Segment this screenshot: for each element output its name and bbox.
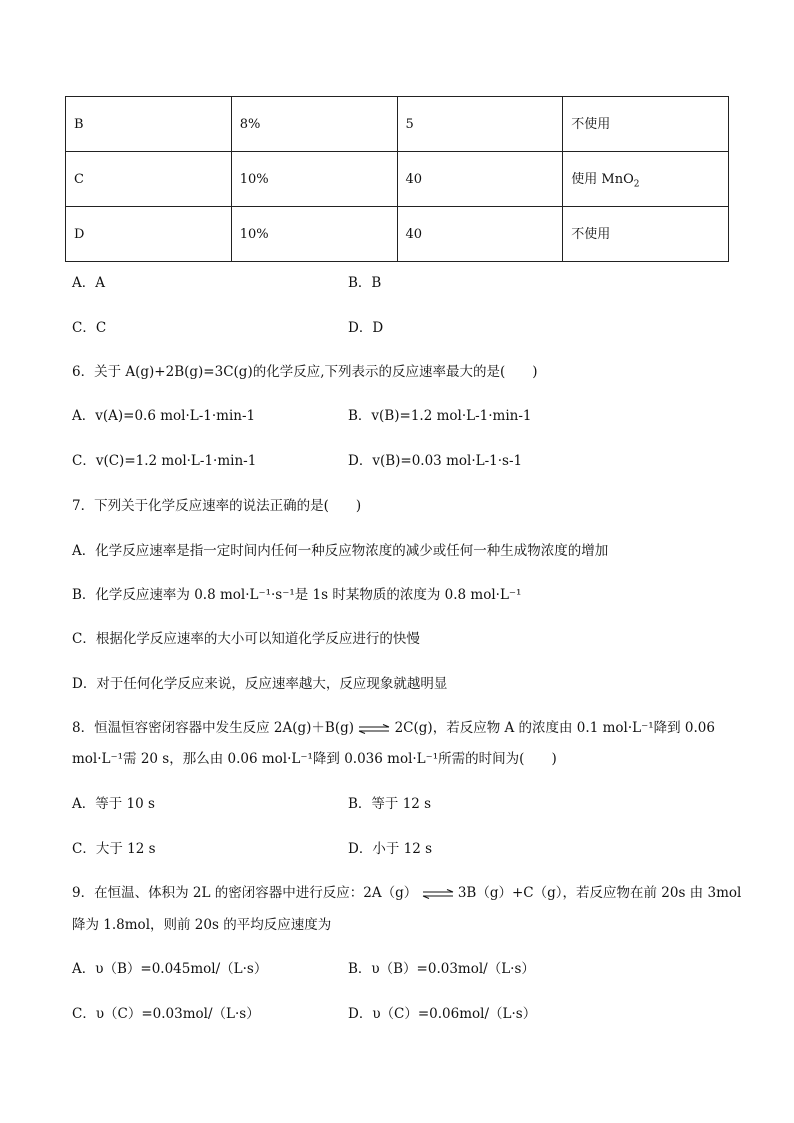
q8-stem-line1: 8．恒温恒容密闭容器中发生反应 2A(g)＋B(g) 2C(g)，若反应物 A 的浓度由 0.1 mol·L⁻¹降到 0.06 xyxy=(72,720,715,736)
q8-option-b: B．等于 12 s xyxy=(348,796,432,812)
equilibrium-arrow-icon xyxy=(358,724,390,734)
catalyst-cell: 不使用 xyxy=(563,97,729,152)
concentration-cell: 10% xyxy=(231,207,397,262)
table-row xyxy=(66,97,729,152)
q5-option-b: B．B xyxy=(348,275,382,291)
q7-option-b: B．化学反应速率为 0.8 mol·L⁻¹·s⁻¹是 1s 时某物质的浓度为 0.8 mol·L⁻¹ xyxy=(72,587,522,603)
catalyst-cell: 不使用 xyxy=(563,207,729,262)
q9-option-a: A．υ（B）=0.045mol/（L·s） xyxy=(72,961,268,977)
q7-option-a: A．化学反应速率是指一定时间内任何一种反应物浓度的减少或任何一种生成物浓度的增加 xyxy=(72,543,609,559)
table-row xyxy=(66,207,729,262)
equilibrium-arrow-icon xyxy=(422,889,454,899)
q8-option-c: C．大于 12 s xyxy=(72,841,156,857)
q9-option-c: C．υ（C）=0.03mol/（L·s） xyxy=(72,1006,260,1022)
q9-stem-line1: 9．在恒温、体积为 2L 的密闭容器中进行反应：2A（g） 3B（g）+C（g），若反应物在前 20s 由 3mol xyxy=(72,885,742,901)
concentration-cell: 10% xyxy=(231,152,397,207)
experiment-conditions-table xyxy=(65,96,729,262)
q6-option-c: C．v(C)=1.2 mol·L-1·min-1 xyxy=(72,453,257,469)
q6-option-a: A．v(A)=0.6 mol·L-1·min-1 xyxy=(72,408,256,424)
row-label: C xyxy=(66,152,232,207)
row-label: D xyxy=(66,207,232,262)
row-label: B xyxy=(66,97,232,152)
q9-stem-line2: 降为 1.8mol，则前 20s 的平均反应速度为 xyxy=(72,917,332,933)
q5-option-c: C．C xyxy=(72,320,107,336)
q9-option-b: B．υ（B）=0.03mol/（L·s） xyxy=(348,961,535,977)
q5-option-a: A．A xyxy=(72,275,105,291)
temperature-cell: 40 xyxy=(397,207,563,262)
q8-stem-line2: mol·L⁻¹需 20 s，那么由 0.06 mol·L⁻¹降到 0.036 mol·L⁻¹所需的时间为( ) xyxy=(72,751,557,767)
q6-stem: 6．关于 A(g)+2B(g)=3C(g)的化学反应,下列表示的反应速率最大的是( ) xyxy=(72,364,538,380)
temperature-cell: 5 xyxy=(397,97,563,152)
q7-option-c: C．根据化学反应速率的大小可以知道化学反应进行的快慢 xyxy=(72,631,420,647)
q7-option-d: D．对于任何化学反应来说，反应速率越大，反应现象就越明显 xyxy=(72,676,448,692)
catalyst-cell: 使用 MnO$_2$ xyxy=(563,152,729,207)
q8-option-d: D．小于 12 s xyxy=(348,841,433,857)
q7-stem: 7．下列关于化学反应速率的说法正确的是( ) xyxy=(72,498,362,514)
q5-option-d: D．D xyxy=(348,320,384,336)
temperature-cell: 40 xyxy=(397,152,563,207)
q9-option-d: D．υ（C）=0.06mol/（L·s） xyxy=(348,1006,537,1022)
q6-option-b: B．v(B)=1.2 mol·L-1·min-1 xyxy=(348,408,532,424)
concentration-cell: 8% xyxy=(231,97,397,152)
q8-option-a: A．等于 10 s xyxy=(72,796,155,812)
table-row xyxy=(66,152,729,207)
q6-option-d: D．v(B)=0.03 mol·L-1·s-1 xyxy=(348,453,523,469)
